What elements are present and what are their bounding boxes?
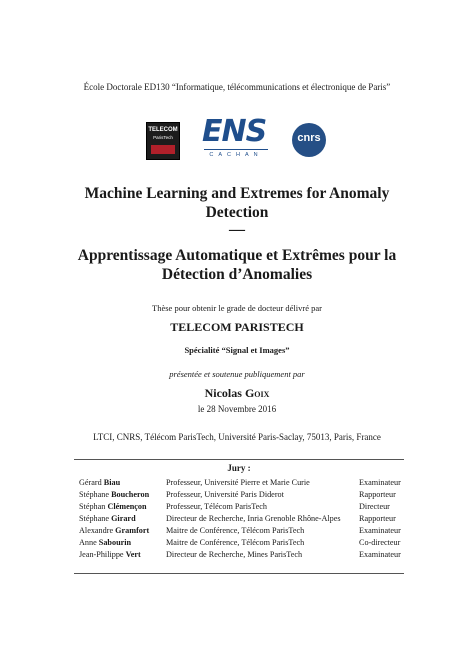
title-english-line-2: Detection xyxy=(205,204,269,221)
ens-logo-rule xyxy=(204,149,268,150)
jury-row xyxy=(74,513,404,525)
jury-member-affiliation: Directeur de Recherche, Mines ParisTech xyxy=(166,550,303,559)
jury-member-first-name: Gérard xyxy=(79,478,104,487)
jury-row xyxy=(74,477,404,489)
title-english-line-1: Machine Learning and Extremes for Anomaly xyxy=(84,185,390,202)
jury-member-last-name: Clémençon xyxy=(107,502,147,511)
jury-member-first-name: Stéphane xyxy=(79,490,112,499)
jury-member-role: Co-directeur xyxy=(359,538,401,547)
jury-member-role: Examinateur xyxy=(359,478,401,487)
jury-member-affiliation: Professeur, Université Paris Diderot xyxy=(166,490,284,499)
jury-member-role: Directeur xyxy=(359,502,390,511)
jury-top-rule xyxy=(74,459,404,460)
logo-row xyxy=(0,116,474,164)
ens-cachan-logo xyxy=(196,116,276,164)
jury-member-name xyxy=(79,513,136,525)
jury-member-last-name: Gramfort xyxy=(115,526,150,535)
author-first-name: Nicolas xyxy=(204,386,245,400)
jury-member-name xyxy=(79,525,149,537)
jury-row xyxy=(74,501,404,513)
jury-member-name xyxy=(79,537,131,549)
jury-member-first-name: Alexandre xyxy=(79,526,116,535)
cnrs-logo xyxy=(292,123,326,157)
jury-member-first-name: Anne xyxy=(79,538,99,547)
title-french-line-1: Apprentissage Automatique et Extrêmes pour la xyxy=(77,247,397,264)
jury-heading: Jury : xyxy=(227,463,251,473)
jury-member-role: Rapporteur xyxy=(359,490,396,499)
jury-member-last-name: Vert xyxy=(125,550,141,559)
telecom-logo-text: TELECOM xyxy=(148,127,178,133)
jury-member-name xyxy=(79,501,147,513)
cnrs-logo-text: cnrs xyxy=(297,132,321,144)
jury-member-name xyxy=(79,549,141,561)
jury-member-last-name: Sabourin xyxy=(98,538,132,547)
author-name xyxy=(0,386,474,401)
jury-member-first-name: Stéphane xyxy=(79,514,112,523)
telecom-paristech-logo xyxy=(146,122,180,160)
jury-member-name xyxy=(79,477,120,489)
jury-member-affiliation: Maitre de Conférence, Télécom ParisTech xyxy=(166,526,305,535)
jury-member-affiliation: Professeur, Université Pierre et Marie Curie xyxy=(166,478,310,487)
jury-member-last-name: Girard xyxy=(111,514,136,523)
defense-date: le 28 Novembre 2016 xyxy=(197,404,277,414)
title-separator: — xyxy=(229,221,245,238)
jury-row xyxy=(74,525,404,537)
jury-member-first-name: Stéphan xyxy=(79,502,108,511)
ens-logo-subtext: CACHAN xyxy=(209,152,263,158)
telecom-logo-bar xyxy=(151,145,175,154)
jury-member-last-name: Biau xyxy=(103,478,121,487)
jury-member-affiliation: Maitre de Conférence, Télécom ParisTech xyxy=(166,538,305,547)
institution-name: TELECOM PARISTECH xyxy=(170,320,304,334)
doctoral-school-line: École Doctorale ED130 “Informatique, télécommunications et électronique de Paris” xyxy=(83,82,391,92)
jury-member-affiliation: Professeur, Télécom ParisTech xyxy=(166,502,268,511)
jury-row xyxy=(74,537,404,549)
jury-member-affiliation: Directeur de Recherche, Inria Grenoble Rhône-Alpes xyxy=(166,514,341,523)
jury-row xyxy=(74,549,404,561)
jury-member-last-name: Boucheron xyxy=(111,490,150,499)
jury-member-name xyxy=(79,489,149,501)
jury-member-role: Examinateur xyxy=(359,526,401,535)
jury-row xyxy=(74,489,404,501)
presented-by: présentée et soutenue publiquement par xyxy=(169,369,305,379)
jury-member-first-name: Jean-Philippe xyxy=(79,550,126,559)
laboratory-affiliation: LTCI, CNRS, Télécom ParisTech, Université Paris-Saclay, 75013, Paris, France xyxy=(93,432,381,442)
ens-logo-text: ENS xyxy=(202,114,267,149)
title-french-line-2: Détection d’Anomalies xyxy=(161,266,313,283)
specialty: Spécialité “Signal et Images” xyxy=(184,345,290,355)
jury-member-role: Rapporteur xyxy=(359,514,396,523)
jury-bottom-rule xyxy=(74,573,404,574)
author-last-name: Goix xyxy=(244,386,270,400)
thesis-purpose: Thèse pour obtenir le grade de docteur délivré par xyxy=(152,303,322,313)
jury-member-role: Examinateur xyxy=(359,550,401,559)
paristech-logo-text: ParisTech xyxy=(153,135,173,140)
